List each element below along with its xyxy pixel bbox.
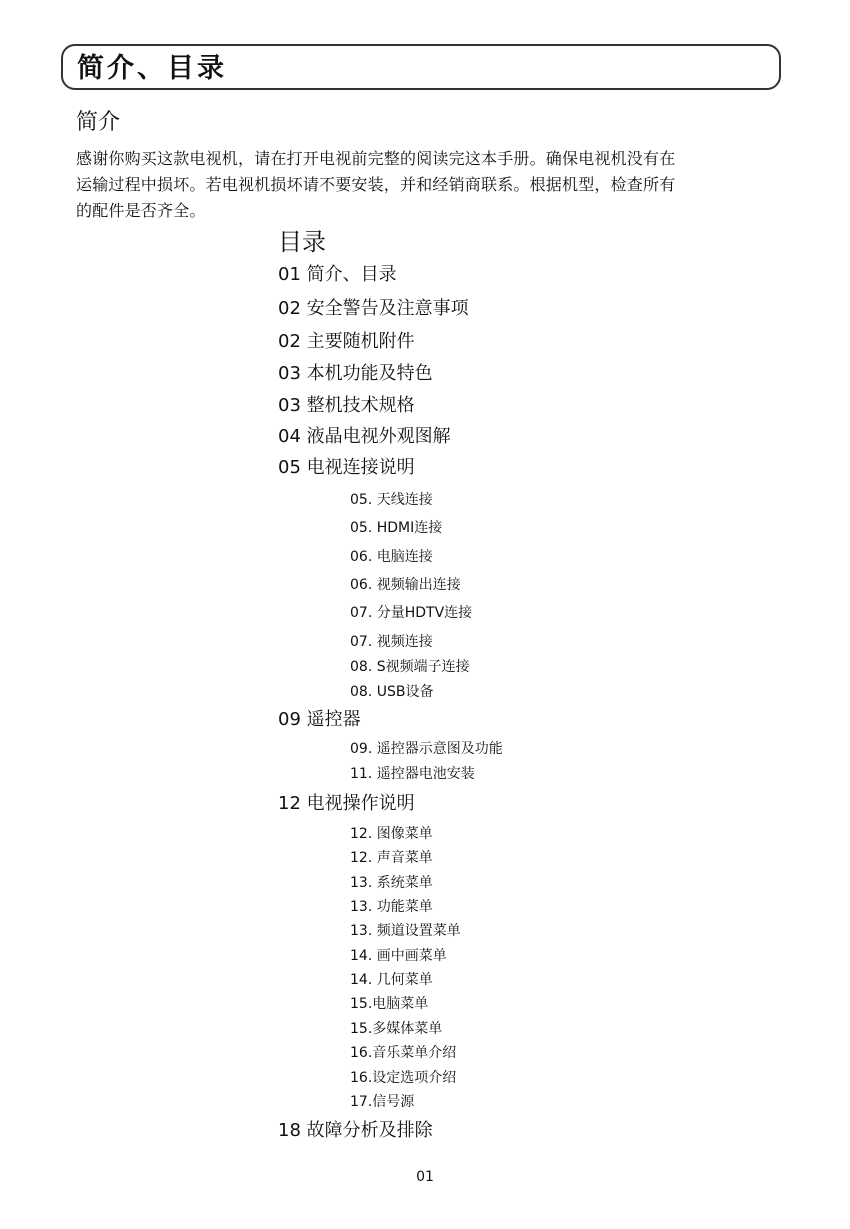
toc-entry: 04 液晶电视外观图解 (278, 426, 451, 447)
toc-entry: 03 本机功能及特色 (278, 363, 433, 384)
intro-line: 的配件是否齐全。 (76, 201, 206, 220)
toc-subentry: 16.设定选项介绍 (350, 1070, 457, 1086)
intro-heading: 简介 (76, 110, 121, 135)
toc-entry: 18 故障分析及排除 (278, 1120, 433, 1141)
toc-subentry: 09. 遥控器示意图及功能 (350, 741, 503, 757)
toc-subentry: 08. S视频端子连接 (350, 659, 470, 675)
toc-subentry: 13. 系统菜单 (350, 875, 433, 891)
toc-subentry: 13. 功能菜单 (350, 899, 433, 915)
toc-subentry: 12. 声音菜单 (350, 850, 433, 866)
toc-subentry: 08. USB设备 (350, 684, 434, 700)
section-header-box (61, 44, 781, 90)
toc-subentry: 05. HDMI连接 (350, 520, 443, 536)
toc-entry: 09 遥控器 (278, 709, 361, 730)
toc-heading: 目录 (278, 228, 326, 256)
toc-entry: 02 主要随机附件 (278, 331, 415, 352)
toc-subentry: 07. 视频连接 (350, 634, 433, 650)
toc-subentry: 06. 视频输出连接 (350, 577, 461, 593)
toc-entry: 12 电视操作说明 (278, 793, 415, 814)
intro-line: 运输过程中损坏。若电视机损坏请不要安装，并和经销商联系。根据机型，检查所有 (76, 175, 676, 194)
toc-subentry: 17.信号源 (350, 1094, 415, 1110)
toc-subentry: 12. 图像菜单 (350, 826, 433, 842)
toc-subentry: 13. 频道设置菜单 (350, 923, 461, 939)
page-number: 01 (416, 1169, 434, 1185)
intro-paragraph (76, 146, 788, 224)
toc-subentry: 14. 几何菜单 (350, 972, 433, 988)
toc-subentry: 05. 天线连接 (350, 492, 433, 508)
toc-entry: 03 整机技术规格 (278, 395, 415, 416)
toc-subentry: 15.电脑菜单 (350, 996, 429, 1012)
toc-subentry: 07. 分量HDTV连接 (350, 605, 473, 621)
toc-subentry: 14. 画中画菜单 (350, 948, 447, 964)
toc-subentry: 15.多媒体菜单 (350, 1021, 443, 1037)
toc-entry: 02 安全警告及注意事项 (278, 298, 469, 319)
toc-subentry: 06. 电脑连接 (350, 549, 433, 565)
toc-subentry: 11. 遥控器电池安装 (350, 766, 475, 782)
toc-subentry: 16.音乐菜单介绍 (350, 1045, 457, 1061)
section-title: 简介、目录 (77, 53, 227, 84)
toc-entry: 05 电视连接说明 (278, 457, 415, 478)
intro-line: 感谢你购买这款电视机，请在打开电视前完整的阅读完这本手册。确保电视机没有在 (76, 149, 676, 168)
toc-entry: 01 简介、目录 (278, 264, 397, 285)
